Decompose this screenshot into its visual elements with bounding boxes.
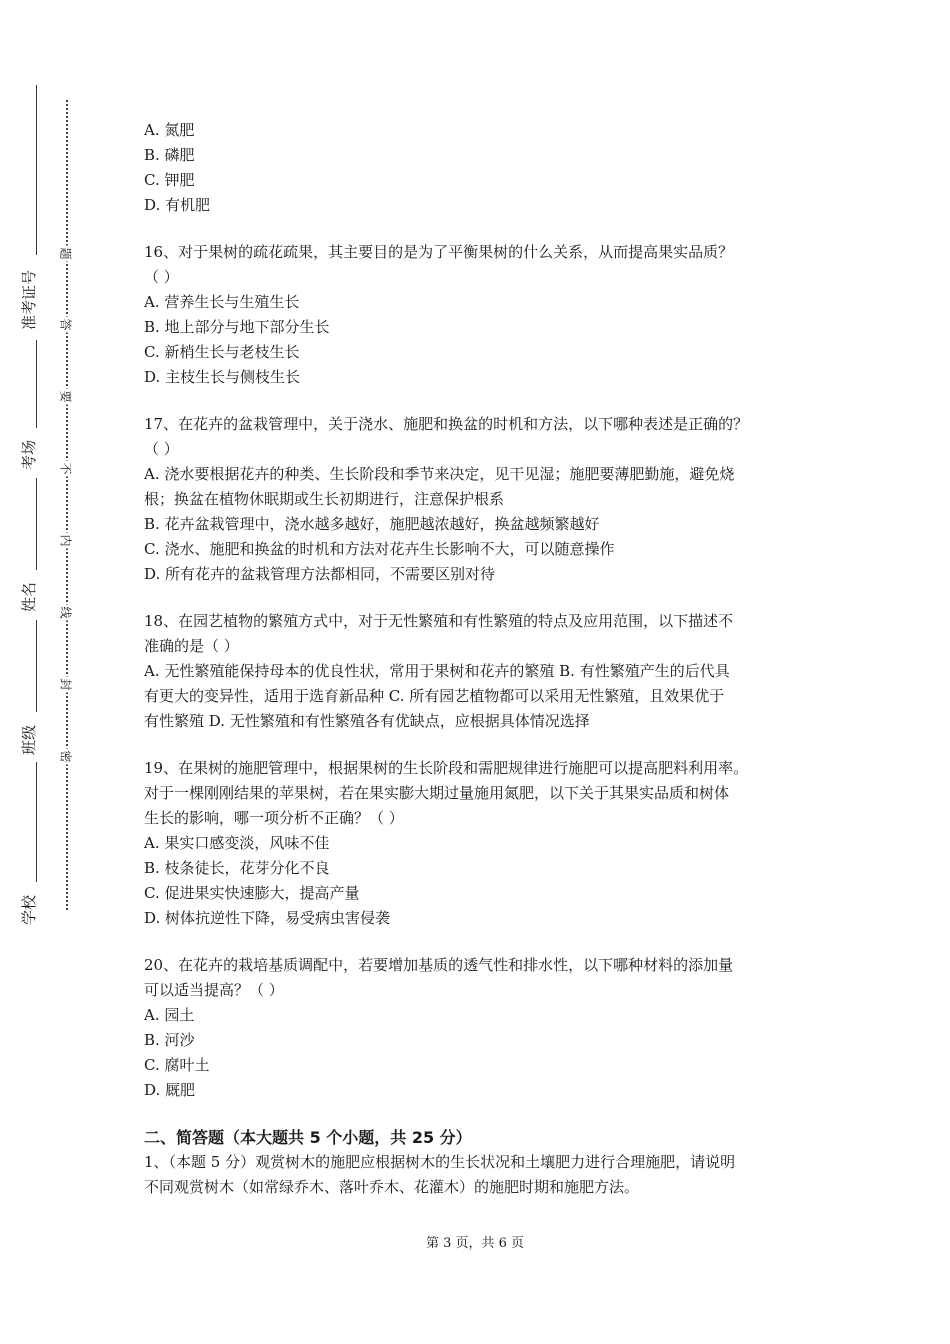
question-20 — [144, 953, 814, 1103]
question-17 — [144, 412, 814, 587]
question-stem: 对于一棵刚刚结果的苹果树，若在果实膨大期过量施用氮肥，以下关于其果实品质和树体 — [144, 784, 730, 802]
option-d: D. 主枝生长与侧枝生长 — [144, 368, 301, 386]
fill-line-name — [36, 478, 37, 570]
seal-word: 答 — [58, 318, 73, 331]
question-stem: 16、对于果树的疏花疏果，其主要目的是为了平衡果树的什么关系，从而提高果实品质？ — [144, 243, 734, 261]
option-d: D. 厩肥 — [144, 1081, 196, 1099]
question-stem: 不同观赏树木（如常绿乔木、落叶乔木、花灌木）的施肥时期和施肥方法。 — [144, 1178, 640, 1196]
question-stem: 17、在花卉的盆栽管理中，关于浇水、施肥和换盆的时机和方法，以下哪种表述是正确的？ — [144, 415, 749, 433]
option-c: C. 腐叶土 — [144, 1056, 210, 1074]
section-title-short-answer: 二、简答题（本大题共 5 个小题，共 25 分） — [144, 1128, 472, 1147]
option-d: D. 树体抗逆性下降，易受病虫害侵袭 — [144, 909, 391, 927]
options-line: A. 无性繁殖能保持母本的优良性状，常用于果树和花卉的繁殖 B. 有性繁殖产生的后代具 — [144, 662, 730, 680]
seal-word: 要 — [58, 390, 73, 403]
field-label-school: 学校 — [20, 894, 38, 925]
options-line: 有更大的变异性，适用于选育新品种 C. 所有园艺植物都可以采用无性繁殖，且效果优于 — [144, 687, 725, 705]
option-a: A. 浇水要根据花卉的种类、生长阶段和季节来决定，见干见湿；施肥要薄肥勤施，避免烧 — [144, 465, 735, 483]
seal-dotted-line — [66, 100, 68, 910]
question-stem: 19、在果树的施肥管理中，根据果树的生长阶段和需肥规律进行施肥可以提高肥料利用率。 — [144, 759, 749, 777]
option-c: C. 钾肥 — [144, 171, 195, 189]
seal-word: 线 — [58, 606, 73, 619]
field-label-exam-number: 准考证号 — [20, 269, 38, 330]
question-stem: 18、在园艺植物的繁殖方式中，对于无性繁殖和有性繁殖的特点及应用范围，以下描述不 — [144, 612, 734, 630]
seal-word: 题 — [58, 247, 73, 260]
fill-line-exam-number — [36, 85, 37, 255]
question-stem: 20、在花卉的栽培基质调配中，若要增加基质的透气性和排水性，以下哪种材料的添加量 — [144, 956, 734, 974]
option-b: B. 河沙 — [144, 1031, 195, 1049]
seal-word: 内 — [58, 534, 73, 547]
option-c: C. 促进果实快速膨大，提高产量 — [144, 884, 360, 902]
option-d: D. 所有花卉的盆栽管理方法都相同，不需要区别对待 — [144, 565, 496, 583]
field-label-name: 姓名 — [20, 581, 38, 612]
fill-line-school — [36, 762, 37, 882]
field-label-exam-room: 考场 — [20, 439, 38, 470]
short-answer-question-1 — [144, 1150, 814, 1200]
option-b: B. 磷肥 — [144, 146, 195, 164]
question-stem: 生长的影响，哪一项分析不正确？（ ） — [144, 809, 404, 827]
question-stem: 可以适当提高？（ ） — [144, 981, 284, 999]
question-19 — [144, 756, 814, 931]
question-15-options — [144, 118, 814, 218]
option-b: B. 花卉盆栽管理中，浇水越多越好，施肥越浓越好，换盆越频繁越好 — [144, 515, 600, 533]
question-stem: （ ） — [144, 440, 179, 458]
option-a: A. 营养生长与生殖生长 — [144, 293, 300, 311]
question-stem: 1、（本题 5 分）观赏树木的施肥应根据树木的生长状况和土壤肥力进行合理施肥，请说明 — [144, 1153, 736, 1171]
fill-line-class — [36, 620, 37, 712]
option-a: A. 氮肥 — [144, 121, 195, 139]
question-stem: （ ） — [144, 268, 179, 286]
page-footer: 第 3 页，共 6 页 — [425, 1236, 525, 1251]
binding-margin — [0, 0, 110, 1344]
option-c: C. 新梢生长与老枝生长 — [144, 343, 300, 361]
seal-word: 密 — [58, 750, 73, 763]
seal-word: 不 — [58, 462, 73, 475]
options-line: 有性繁殖 D. 无性繁殖和有性繁殖各有优缺点，应根据具体情况选择 — [144, 712, 590, 730]
field-label-class: 班级 — [20, 724, 38, 755]
option-a-continued: 根；换盆在植物休眠期或生长初期进行，注意保护根系 — [144, 490, 505, 508]
question-stem: 准确的是（ ） — [144, 637, 239, 655]
question-18 — [144, 609, 814, 734]
option-a: A. 果实口感变淡，风味不佳 — [144, 834, 330, 852]
option-c: C. 浇水、施肥和换盆的时机和方法对花卉生长影响不大，可以随意操作 — [144, 540, 615, 558]
option-b: B. 地上部分与地下部分生长 — [144, 318, 330, 336]
question-16 — [144, 240, 814, 390]
option-b: B. 枝条徒长，花芽分化不良 — [144, 859, 330, 877]
question-content — [144, 118, 814, 1200]
seal-word: 封 — [58, 678, 73, 691]
option-d: D. 有机肥 — [144, 196, 211, 214]
option-a: A. 园土 — [144, 1006, 195, 1024]
fill-line-exam-room — [36, 340, 37, 428]
